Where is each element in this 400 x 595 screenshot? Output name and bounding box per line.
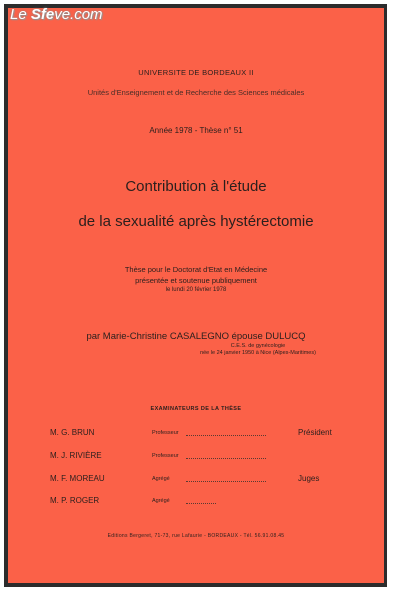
author-qualification: C.E.S. de gynécologie [230, 343, 286, 349]
examiner-function: Agrégé [152, 476, 170, 482]
examiner-function: Agrégé [152, 498, 170, 504]
examiner-role: Juges [298, 474, 320, 483]
dotted-leader [186, 458, 266, 459]
dotted-leader [186, 435, 266, 436]
site-watermark: Le Sfeve.com [10, 6, 103, 23]
university-name: UNIVERSITE DE BORDEAUX II [138, 68, 254, 77]
examiners-heading: EXAMINATEURS DE LA THÈSE [150, 406, 242, 412]
examiner-name: M. J. RIVIÈRE [50, 451, 102, 460]
thesis-info-line-1: Thèse pour le Doctorat d'Etat en Médecine [124, 265, 268, 274]
examiner-row [8, 474, 384, 488]
examiner-name: M. P. ROGER [50, 496, 100, 505]
examiner-name: M. F. MOREAU [50, 474, 105, 483]
thesis-cover [8, 8, 384, 583]
year-thesis-number: Année 1978 - Thèse n° 51 [149, 126, 243, 135]
author-name: par Marie-Christine CASALEGNO épouse DULUCQ [86, 331, 306, 342]
examiner-row [8, 451, 384, 465]
publisher-footer: Editions Bergeret, 71-73, rue Lafaurie - BORDEAUX - Tél. 56.91.08.45 [107, 533, 285, 539]
examiner-function: Professeur [152, 430, 179, 436]
dotted-leader [186, 503, 216, 504]
defense-date: le lundi 20 février 1978 [165, 287, 227, 293]
title-line-1: Contribution à l'étude [125, 178, 267, 195]
author-birth: née le 24 janvier 1950 à Nice (Alpes-Maritimes) [200, 350, 316, 356]
thesis-info-line-2: présentée et soutenue publiquement [135, 276, 257, 285]
examiner-role: Président [298, 428, 332, 437]
examiner-row [8, 496, 384, 510]
examiner-row [8, 428, 384, 442]
examiner-function: Professeur [152, 453, 179, 459]
examiner-name: M. G. BRUN [50, 428, 95, 437]
faculty-name: Unités d'Enseignement et de Recherche des Sciences médicales [87, 88, 305, 97]
title-line-2: de la sexualité après hystérectomie [78, 213, 314, 230]
dotted-leader [186, 481, 266, 482]
